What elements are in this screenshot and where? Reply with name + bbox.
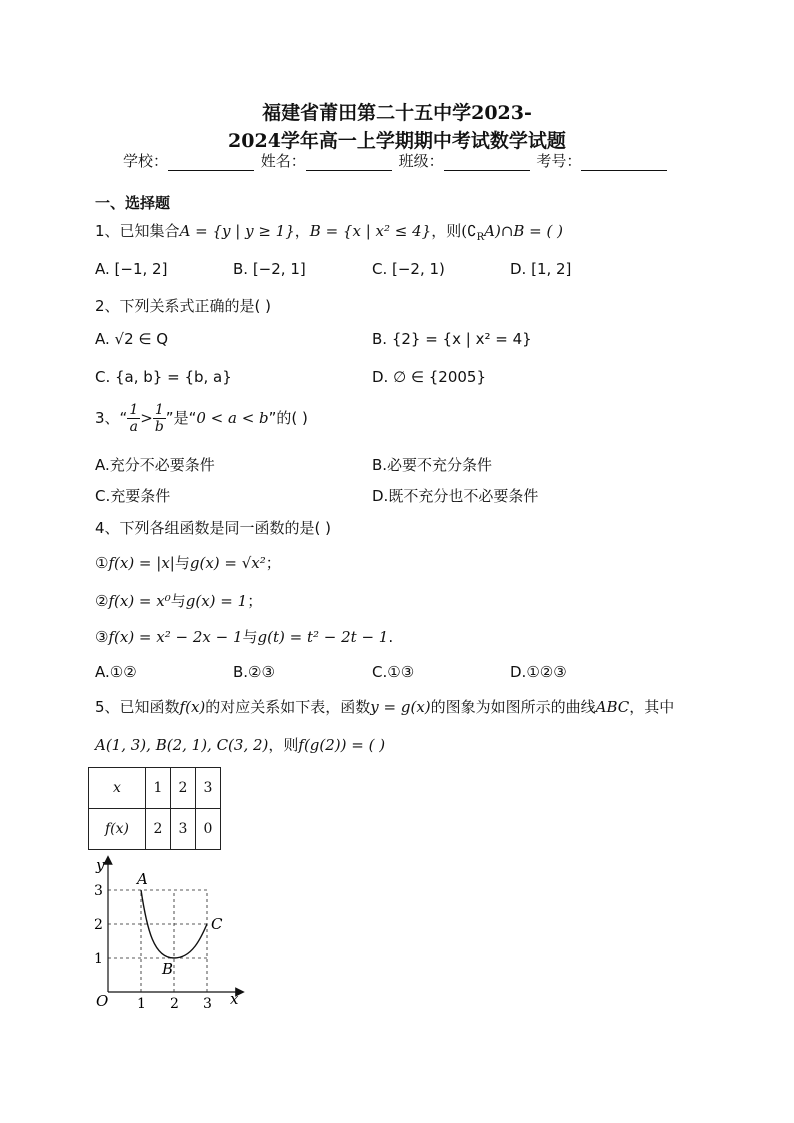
q3-quote-open: “: [119, 409, 128, 427]
q1-set-a: A = {y | y ≥ 1}: [179, 222, 295, 240]
q1-text: 已知集合: [119, 222, 180, 240]
dashed-grid: [108, 890, 207, 992]
table-header-cell: f(x): [89, 809, 146, 850]
q3-option-a[interactable]: A.充分不必要条件: [95, 456, 215, 474]
q4-item-1-end: ；: [265, 554, 281, 572]
school-label: 学校：: [123, 152, 169, 170]
exam-title-line2: 2024学年高一上学期期中考试数学试题: [228, 130, 566, 152]
q5-curve-name: ABC: [595, 698, 630, 716]
q4-item-2-end: ；: [247, 592, 263, 610]
table-row: [89, 809, 221, 850]
q1-expr2: A)∩B = ( ): [484, 222, 563, 240]
q3-fraction-1b: [153, 402, 166, 435]
q1-expr: (∁: [461, 222, 477, 240]
q4-item-2-conj: 与: [170, 592, 186, 610]
question-5-stem-line1: [95, 696, 674, 717]
class-blank: [444, 156, 530, 171]
q3-mid: ”是“: [165, 409, 197, 427]
table-cell: 1: [146, 768, 171, 809]
q4-item-2-g: g(x) = 1: [185, 592, 248, 610]
table-header-cell: x: [89, 768, 146, 809]
q1-option-d[interactable]: D. [1, 2]: [510, 260, 572, 278]
q4-item-1-conj: 与: [174, 554, 190, 572]
question-1-stem: [95, 220, 563, 243]
school-blank: [168, 156, 254, 171]
student-info-line: [123, 150, 669, 171]
q1-option-b[interactable]: B. [−2, 1]: [233, 260, 306, 278]
q3-frac2-denominator: b: [154, 419, 164, 435]
question-4-stem: 4、下列各组函数是同一函数的是( ): [95, 519, 332, 537]
q1-option-a[interactable]: A. [−1, 2]: [95, 260, 168, 278]
q4-item-3-g: g(t) = t² − 2t − 1: [257, 628, 389, 646]
q5-fx: f(x): [179, 698, 206, 716]
name-blank: [306, 156, 392, 171]
q4-option-c[interactable]: C.①③: [372, 663, 415, 681]
q5-text-c: 的图象为如图所示的曲线: [430, 698, 596, 716]
q3-tail: ”的( ): [268, 409, 308, 427]
q4-item-1-g: g(x) = √x²: [189, 554, 266, 572]
section-heading-choice: 一、选择题: [95, 194, 171, 212]
q3-frac2-numerator: 1: [153, 402, 166, 419]
q2-option-b[interactable]: B. {2} = {x | x² = 4}: [372, 330, 532, 348]
q3-number: 3、: [95, 409, 120, 427]
exam-number-blank: [581, 156, 667, 171]
q2-option-d[interactable]: D. ∅ ∈ {2005}: [372, 368, 487, 386]
q1-set-b: B = {x | x² ≤ 4}: [309, 222, 432, 240]
q1-number: 1、: [95, 222, 120, 240]
point-label-c: C: [211, 915, 223, 933]
x-axis-label: x: [230, 990, 239, 1008]
q4-option-a[interactable]: A.①②: [95, 663, 137, 681]
q4-item-2-mark: ②: [95, 592, 109, 610]
q5-points: A(1, 3), B(2, 1), C(3, 2): [95, 736, 269, 754]
origin-label: O: [96, 992, 109, 1010]
q3-gt: >: [140, 409, 153, 427]
q5-then: ，则: [268, 736, 299, 754]
q5-expr: f(g(2)) = ( ): [298, 736, 386, 754]
q4-item-3: [95, 626, 393, 647]
question-3-stem: [95, 402, 308, 435]
x-tick-label: 3: [203, 996, 212, 1012]
q4-item-1-mark: ①: [95, 554, 109, 572]
table-cell: 2: [146, 809, 171, 850]
point-label-a: A: [137, 870, 148, 888]
y-tick-label: 2: [94, 917, 103, 933]
x-tick-label: 2: [170, 996, 179, 1012]
q3-option-d[interactable]: D.既不充分也不必要条件: [372, 487, 539, 505]
exam-number-label: 考号：: [536, 152, 582, 170]
name-label: 姓名：: [260, 152, 306, 170]
q3-option-b[interactable]: B.必要不充分条件: [372, 456, 493, 474]
q3-frac1-denominator: a: [129, 419, 138, 435]
y-tick-label: 3: [94, 883, 103, 899]
point-label-b: B: [162, 960, 174, 978]
q5-text-b: 的对应关系如下表，函数: [205, 698, 371, 716]
q4-option-d[interactable]: D.①②③: [510, 663, 567, 681]
exam-title-line1: 福建省莆田第二十五中学2023-: [262, 102, 532, 124]
q1-sep: ，: [294, 222, 310, 240]
table-row: [89, 768, 221, 809]
q4-item-1-f: f(x) = |x|: [108, 554, 175, 572]
q2-option-c[interactable]: C. {a, b} = {b, a}: [95, 368, 232, 386]
q3-frac1-numerator: 1: [129, 402, 139, 418]
q5-gx: y = g(x): [370, 698, 431, 716]
q3-option-c[interactable]: C.充要条件: [95, 487, 171, 505]
q1-subscript: R: [476, 232, 485, 243]
q4-item-3-f: f(x) = x² − 2x − 1: [108, 628, 243, 646]
q1-then: ，则: [431, 222, 462, 240]
q4-item-2-f: f(x) = x⁰: [108, 592, 171, 610]
table-cell: 3: [196, 768, 221, 809]
q5-text-a: 5、已知函数: [95, 698, 180, 716]
q4-item-3-conj: 与: [242, 628, 258, 646]
q4-item-3-end: .: [388, 628, 394, 646]
q3-fraction-1a: [127, 402, 140, 435]
question-2-stem: 2、下列关系式正确的是( ): [95, 297, 272, 315]
function-table: [88, 767, 221, 850]
q2-option-a[interactable]: A. √2 ∈ Q: [95, 330, 169, 348]
function-graph: [80, 850, 280, 1020]
q4-item-3-mark: ③: [95, 628, 109, 646]
q5-text-d: ，其中: [629, 698, 675, 716]
q4-item-2: [95, 590, 262, 611]
q3-condition: 0 < a < b: [196, 409, 269, 427]
q4-item-1: [95, 552, 281, 573]
question-5-stem-line2: [95, 734, 385, 755]
table-cell: 2: [171, 768, 196, 809]
x-tick-label: 1: [137, 996, 146, 1012]
y-tick-label: 1: [94, 951, 103, 967]
class-label: 班级：: [398, 152, 444, 170]
q1-option-c[interactable]: C. [−2, 1): [372, 260, 445, 278]
table-cell: 3: [171, 809, 196, 850]
y-axis-label: y: [96, 856, 105, 874]
table-cell: 0: [196, 809, 221, 850]
q4-option-b[interactable]: B.②③: [233, 663, 275, 681]
